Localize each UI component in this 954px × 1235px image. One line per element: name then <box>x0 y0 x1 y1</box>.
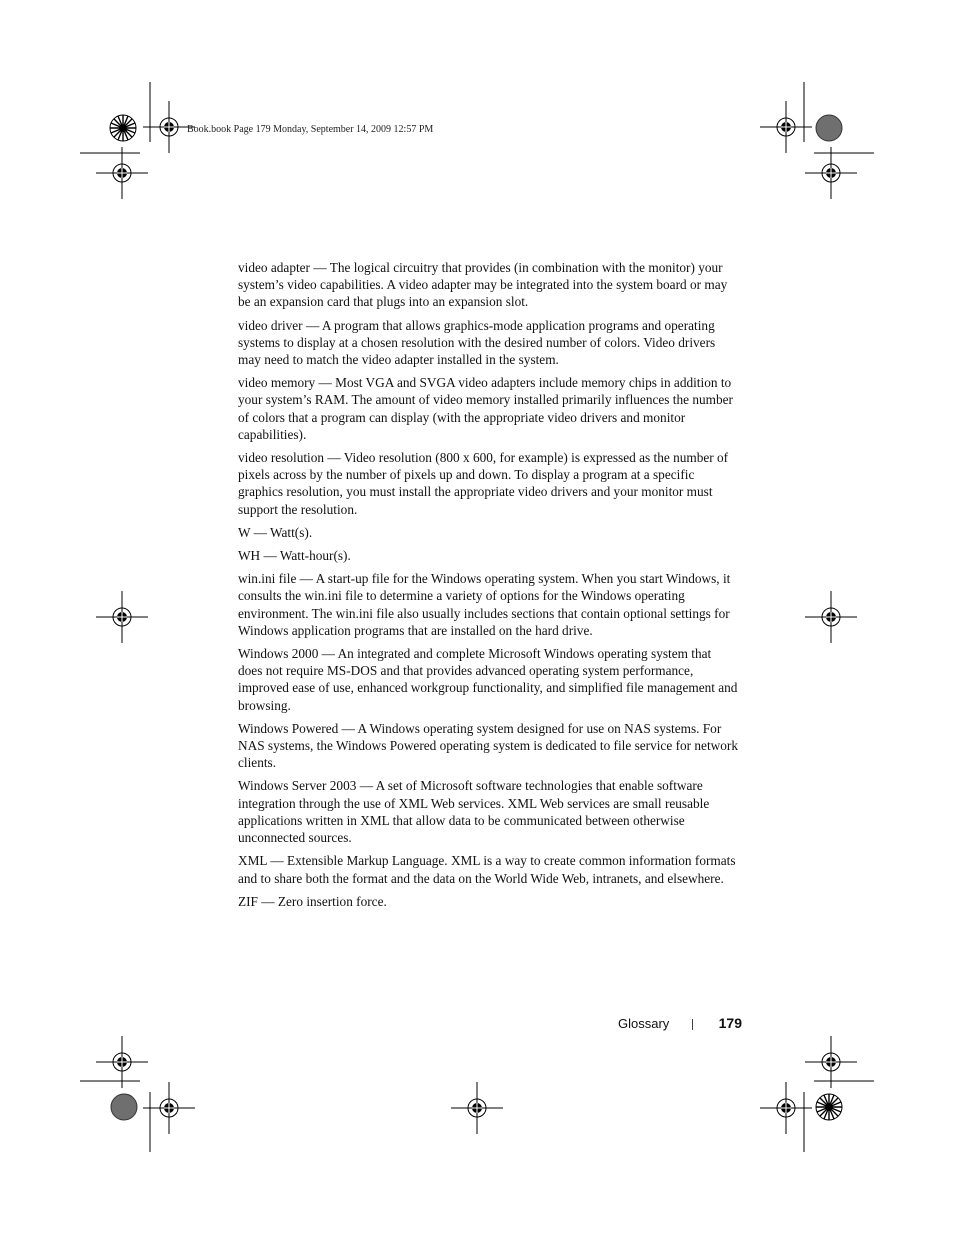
glossary-entry <box>238 317 738 369</box>
glossary-entry <box>238 524 738 541</box>
file-name: win.ini <box>304 588 342 604</box>
glossary-entry <box>238 777 738 846</box>
glossary-definition: — Watt(s). <box>250 524 313 540</box>
glossary-definition: file to determine a variety of options for the Windows operating environment. The <box>238 588 685 621</box>
glossary-term: ZIF <box>238 893 258 909</box>
glossary-entry <box>238 570 738 639</box>
glossary-entry <box>238 720 738 772</box>
glossary-definition: — A Windows operating system designed for use on NAS systems. For NAS systems, the Windows Powered operating system is dedicated to file service for network clients. <box>238 720 738 771</box>
glossary-term: Windows 2000 <box>238 646 319 662</box>
glossary-entry <box>238 645 738 714</box>
glossary-entries <box>238 259 738 916</box>
glossary-term: XML <box>238 853 268 869</box>
print-slug: Book.book Page 179 Monday, September 14, 2009 12:57 PM <box>187 124 434 135</box>
glossary-term: Windows Powered <box>238 720 339 736</box>
glossary-definition: file also usually includes sections that contain optional settings for Windows application programs that are installed on the hard drive. <box>238 605 730 638</box>
glossary-term: video resolution <box>238 450 325 466</box>
glossary-definition: — A program that allows graphics-mode application programs and operating systems to display at a chosen resolution with the desired number of colors. Video drivers may need to match the video adapter installed in the system. <box>238 317 716 368</box>
glossary-definition: — A start-up file for the Windows operating system. When you start Windows, it consults the <box>238 571 731 604</box>
glossary-definition: — The logical circuitry that provides (in combination with the monitor) your system’s video capabilities. A video adapter may be integrated into the system board or may be an expansion card that plugs into an expansion slot. <box>238 260 728 310</box>
glossary-term: video driver <box>238 317 303 333</box>
glossary-definition: — A set of Microsoft software technologies that enable software integration through the use of XML Web services. XML Web services are small reusable applications written in XML that allow data to be communicated between otherwise unconnected sources. <box>238 778 710 846</box>
glossary-entry <box>238 893 738 910</box>
glossary-entry <box>238 852 738 886</box>
glossary-term: Windows Server 2003 <box>238 778 357 794</box>
glossary-definition: — Video resolution (800 x 600, for example) is expressed as the number of pixels across by the number of pixels up and down. To display a program at a specific graphics resolution, you must install the appropriate video drivers and your monitor must support the resolution. <box>238 450 729 517</box>
glossary-definition: — Extensible Markup Language. XML is a way to create common information formats and to share both the format and the data on the World Wide Web, intranets, and elsewhere. <box>238 853 736 886</box>
glossary-term: video memory <box>238 375 316 391</box>
glossary-entry <box>238 547 738 564</box>
glossary-entry <box>238 259 738 311</box>
page-footer <box>560 1016 742 1034</box>
glossary-definition: — Most VGA and SVGA video adapters include memory chips in addition to your system’s RAM. The amount of video memory installed primarily influences the number of colors that a program can display (with the appropriate video drivers and monitor capabilities). <box>238 375 733 442</box>
footer-separator <box>692 1019 693 1030</box>
glossary-definition: — Zero insertion force. <box>257 893 387 909</box>
glossary-entry <box>238 374 738 443</box>
page-number: 179 <box>718 1015 742 1031</box>
glossary-term: W <box>238 524 251 540</box>
glossary-term: video adapter <box>238 260 310 275</box>
glossary-entry <box>238 449 738 518</box>
glossary-term: win.ini file <box>238 571 297 587</box>
glossary-definition: — An integrated and complete Microsoft Windows operating system that does not require MS-DOS and that provides advanced operating system performance, improved ease of use, enhanced workgroup functionality, and simplified file management and browsing. <box>238 646 738 713</box>
glossary-definition: — Watt-hour(s). <box>260 548 351 564</box>
section-name: Glossary <box>618 1016 670 1031</box>
glossary-term: WH <box>238 548 261 564</box>
file-name: win.ini <box>335 605 373 621</box>
